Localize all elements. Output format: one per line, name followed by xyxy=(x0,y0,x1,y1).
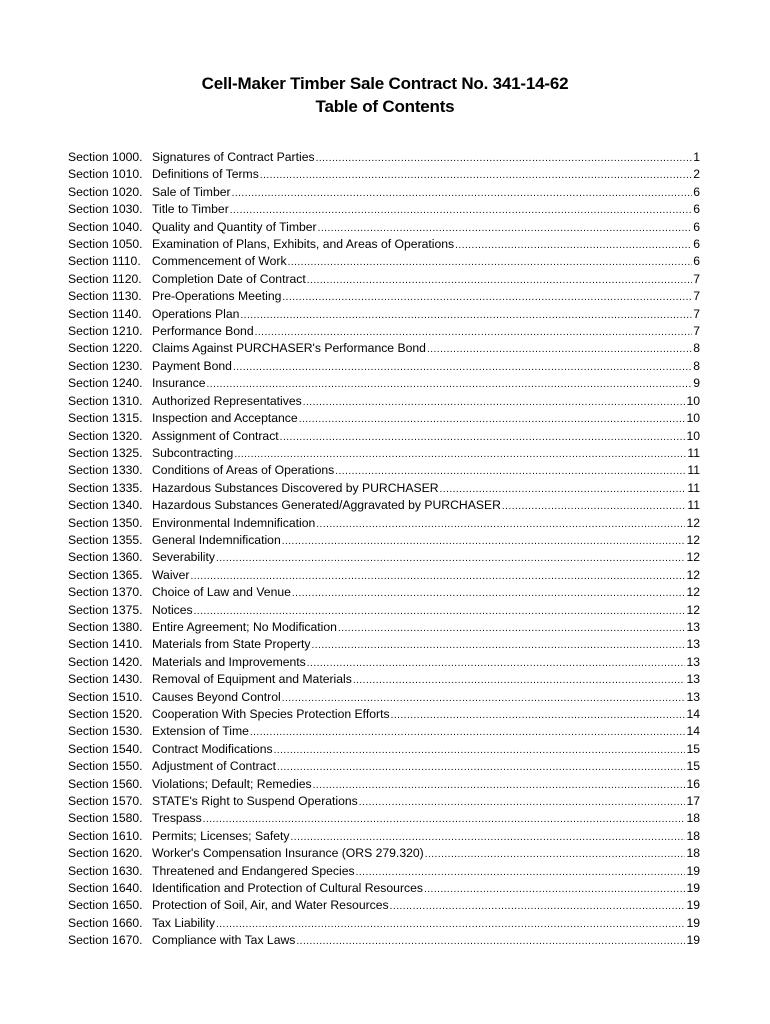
toc-section-title: Environmental Indemnification xyxy=(152,515,315,532)
toc-section-title: Examination of Plans, Exhibits, and Areas of Operations xyxy=(152,236,454,253)
toc-section-title: Definitions of Terms xyxy=(152,166,259,183)
toc-page-number: 10 xyxy=(686,428,700,443)
toc-page-number: 19 xyxy=(686,933,700,948)
toc-dot-leader xyxy=(260,167,692,184)
toc-section-number: Section 1050. xyxy=(68,237,143,252)
toc-entry[interactable] xyxy=(68,393,700,410)
toc-section-title: Subcontracting xyxy=(152,445,233,462)
toc-entry[interactable] xyxy=(68,671,700,688)
toc-page-number: 12 xyxy=(686,585,700,600)
toc-section-number: Section 1510. xyxy=(68,689,143,704)
toc-entry[interactable] xyxy=(68,932,700,949)
toc-section-number: Section 1355. xyxy=(68,532,143,547)
toc-entry[interactable] xyxy=(68,445,700,462)
toc-entry[interactable] xyxy=(68,288,700,305)
toc-dot-leader xyxy=(282,533,686,550)
toc-section-title: Title to Timber xyxy=(152,201,229,218)
toc-dot-leader xyxy=(207,376,693,393)
toc-section-number: Section 1530. xyxy=(68,724,143,739)
toc-entry[interactable] xyxy=(68,410,700,427)
toc-entry[interactable] xyxy=(68,619,700,636)
toc-section-title: Quality and Quantity of Timber xyxy=(152,219,317,236)
toc-page-number: 16 xyxy=(686,776,700,791)
toc-section-number: Section 1540. xyxy=(68,741,143,756)
toc-dot-leader xyxy=(335,463,686,480)
toc-section-number: Section 1325. xyxy=(68,445,143,460)
toc-section-title: Commencement of Work xyxy=(152,253,287,270)
toc-dot-leader xyxy=(282,690,686,707)
toc-dot-leader xyxy=(280,429,686,446)
toc-page-number: 19 xyxy=(686,898,700,913)
toc-entry[interactable] xyxy=(68,567,700,584)
toc-section-number: Section 1110. xyxy=(68,254,141,269)
toc-dot-leader xyxy=(255,324,693,341)
toc-page-number: 7 xyxy=(693,271,700,286)
toc-dot-leader xyxy=(313,777,686,794)
toc-page-number: 11 xyxy=(687,445,700,460)
toc-dot-leader xyxy=(338,620,686,637)
toc-section-number: Section 1310. xyxy=(68,393,143,408)
toc-page-number: 9 xyxy=(693,376,700,391)
toc-dot-leader xyxy=(502,498,686,515)
toc-entry[interactable] xyxy=(68,915,700,932)
toc-entry[interactable] xyxy=(68,166,700,183)
table-of-contents xyxy=(68,149,700,950)
toc-entry[interactable] xyxy=(68,375,700,392)
toc-entry[interactable] xyxy=(68,462,700,479)
toc-entry[interactable] xyxy=(68,358,700,375)
toc-entry[interactable] xyxy=(68,897,700,914)
toc-section-number: Section 1240. xyxy=(68,376,143,391)
toc-dot-leader xyxy=(194,603,686,620)
toc-page-number: 15 xyxy=(686,759,700,774)
toc-section-number: Section 1660. xyxy=(68,915,143,930)
toc-dot-leader xyxy=(230,202,692,219)
toc-entry[interactable] xyxy=(68,340,700,357)
toc-dot-leader xyxy=(427,341,692,358)
toc-section-title: Claims Against PURCHASER's Performance Bond xyxy=(152,340,426,357)
toc-dot-leader xyxy=(234,446,686,463)
toc-section-number: Section 1640. xyxy=(68,881,143,896)
toc-section-number: Section 1370. xyxy=(68,585,143,600)
toc-page-number: 10 xyxy=(686,393,700,408)
toc-section-title: Performance Bond xyxy=(152,323,254,340)
toc-section-title: Signatures of Contract Parties xyxy=(152,149,315,166)
toc-page-number: 12 xyxy=(686,515,700,530)
toc-page-number: 13 xyxy=(686,619,700,634)
toc-page-number: 7 xyxy=(693,306,700,321)
toc-dot-leader xyxy=(296,933,685,950)
toc-dot-leader xyxy=(356,864,686,881)
toc-entry[interactable] xyxy=(68,236,700,253)
toc-section-title: Entire Agreement; No Modification xyxy=(152,619,337,636)
toc-section-number: Section 1335. xyxy=(68,480,143,495)
toc-dot-leader xyxy=(455,237,692,254)
toc-page-number: 18 xyxy=(686,828,700,843)
toc-page-number: 15 xyxy=(686,741,700,756)
toc-dot-leader xyxy=(216,916,685,933)
toc-section-number: Section 1010. xyxy=(68,167,143,182)
toc-dot-leader xyxy=(232,185,693,202)
toc-section-title: Conditions of Areas of Operations xyxy=(152,462,334,479)
toc-section-title: Payment Bond xyxy=(152,358,232,375)
toc-section-number: Section 1630. xyxy=(68,863,143,878)
toc-section-number: Section 1430. xyxy=(68,672,143,687)
toc-section-number: Section 1040. xyxy=(68,219,143,234)
toc-page-number: 19 xyxy=(686,863,700,878)
toc-section-number: Section 1365. xyxy=(68,567,143,582)
toc-section-title: Choice of Law and Venue xyxy=(152,584,291,601)
toc-page-number: 14 xyxy=(686,724,700,739)
toc-dot-leader xyxy=(291,829,686,846)
toc-section-title: Cooperation With Species Protection Efforts xyxy=(152,706,390,723)
toc-section-title: Protection of Soil, Air, and Water Resources xyxy=(152,897,389,914)
toc-dot-leader xyxy=(277,759,685,776)
toc-entry[interactable] xyxy=(68,480,700,497)
toc-page-number: 13 xyxy=(686,654,700,669)
toc-page-number: 6 xyxy=(693,237,700,252)
toc-entry[interactable] xyxy=(68,723,700,740)
toc-entry[interactable] xyxy=(68,793,700,810)
toc-section-number: Section 1620. xyxy=(68,846,143,861)
toc-section-number: Section 1410. xyxy=(68,637,143,652)
toc-page-number: 19 xyxy=(686,881,700,896)
toc-dot-leader xyxy=(203,811,686,828)
toc-entry[interactable] xyxy=(68,253,700,270)
toc-dot-leader xyxy=(425,846,686,863)
toc-entry[interactable] xyxy=(68,515,700,532)
toc-section-number: Section 1670. xyxy=(68,933,143,948)
toc-section-number: Section 1330. xyxy=(68,463,143,478)
toc-section-number: Section 1140. xyxy=(68,306,142,321)
toc-entry[interactable] xyxy=(68,689,700,706)
toc-section-title: Adjustment of Contract xyxy=(152,758,276,775)
toc-entry[interactable] xyxy=(68,149,700,166)
toc-dot-leader xyxy=(424,881,685,898)
toc-section-number: Section 1340. xyxy=(68,498,143,513)
toc-section-title: Tax Liability xyxy=(152,915,215,932)
toc-section-number: Section 1315. xyxy=(68,411,143,426)
toc-section-number: Section 1220. xyxy=(68,341,143,356)
toc-entry[interactable] xyxy=(68,776,700,793)
toc-page-number: 7 xyxy=(693,324,700,339)
toc-page-number: 11 xyxy=(687,463,700,478)
toc-section-title: Pre-Operations Meeting xyxy=(152,288,281,305)
toc-section-number: Section 1570. xyxy=(68,794,143,809)
toc-section-number: Section 1020. xyxy=(68,184,143,199)
toc-entry[interactable] xyxy=(68,201,700,218)
toc-section-number: Section 1360. xyxy=(68,550,143,565)
toc-page-number: 11 xyxy=(687,498,700,513)
toc-dot-leader xyxy=(359,794,686,811)
toc-section-title: Violations; Default; Remedies xyxy=(152,776,312,793)
toc-section-title: Sale of Timber xyxy=(152,184,231,201)
toc-section-title: Contract Modifications xyxy=(152,741,273,758)
toc-page-number: 1 xyxy=(693,150,700,164)
toc-entry[interactable] xyxy=(68,810,700,827)
toc-section-title: STATE's Right to Suspend Operations xyxy=(152,793,358,810)
toc-dot-leader xyxy=(240,307,692,324)
toc-entry[interactable] xyxy=(68,654,700,671)
toc-section-number: Section 1560. xyxy=(68,776,143,791)
toc-page-number: 18 xyxy=(686,811,700,826)
toc-section-number: Section 1550. xyxy=(68,759,143,774)
toc-section-number: Section 1030. xyxy=(68,202,143,217)
toc-section-number: Section 1120. xyxy=(68,271,142,286)
toc-page-number: 19 xyxy=(686,915,700,930)
toc-entry[interactable] xyxy=(68,741,700,758)
toc-heading: Table of Contents xyxy=(315,97,455,116)
toc-entry[interactable] xyxy=(68,758,700,775)
toc-entry[interactable] xyxy=(68,219,700,236)
toc-section-title: General Indemnification xyxy=(152,532,281,549)
toc-section-title: Compliance with Tax Laws xyxy=(152,932,295,949)
toc-dot-leader xyxy=(440,481,687,498)
toc-dot-leader xyxy=(353,672,686,689)
toc-dot-leader xyxy=(299,411,686,428)
toc-entry[interactable] xyxy=(68,602,700,619)
toc-entry[interactable] xyxy=(68,306,700,323)
toc-entry[interactable] xyxy=(68,863,700,880)
toc-page-number: 13 xyxy=(686,637,700,652)
toc-section-title: Authorized Representatives xyxy=(152,393,302,410)
toc-section-title: Operations Plan xyxy=(152,306,239,323)
toc-entry[interactable] xyxy=(68,845,700,862)
toc-page-number: 13 xyxy=(686,672,700,687)
toc-section-title: Severability xyxy=(152,549,215,566)
toc-section-number: Section 1000. xyxy=(68,150,143,164)
toc-entry[interactable] xyxy=(68,636,700,653)
toc-page-number: 17 xyxy=(686,794,700,809)
toc-page-number: 8 xyxy=(693,358,700,373)
toc-page-number: 11 xyxy=(687,480,700,495)
toc-section-title: Insurance xyxy=(152,375,206,392)
title-block xyxy=(0,72,770,118)
toc-page-number: 2 xyxy=(693,167,700,182)
toc-section-title: Materials and Improvements xyxy=(152,654,306,671)
toc-page-number: 6 xyxy=(693,184,700,199)
toc-section-number: Section 1375. xyxy=(68,602,143,617)
toc-section-title: Identification and Protection of Cultural Resources xyxy=(152,880,423,897)
toc-dot-leader xyxy=(318,220,693,237)
toc-section-number: Section 1650. xyxy=(68,898,143,913)
toc-page-number: 12 xyxy=(686,567,700,582)
toc-entry[interactable] xyxy=(68,584,700,601)
toc-page-number: 10 xyxy=(686,411,700,426)
toc-section-title: Materials from State Property xyxy=(152,636,311,653)
toc-dot-leader xyxy=(274,742,686,759)
toc-entry[interactable] xyxy=(68,549,700,566)
toc-section-number: Section 1320. xyxy=(68,428,143,443)
toc-entry[interactable] xyxy=(68,880,700,897)
toc-section-title: Hazardous Substances Discovered by PURCHASER xyxy=(152,480,439,497)
toc-page-number: 7 xyxy=(693,289,700,304)
toc-section-number: Section 1580. xyxy=(68,811,143,826)
toc-dot-leader xyxy=(312,637,686,654)
toc-section-title: Removal of Equipment and Materials xyxy=(152,671,352,688)
toc-dot-leader xyxy=(303,394,686,411)
toc-entry[interactable] xyxy=(68,323,700,340)
toc-page-number: 6 xyxy=(693,219,700,234)
toc-section-title: Completion Date of Contract xyxy=(152,271,306,288)
toc-page-number: 12 xyxy=(686,532,700,547)
toc-entry[interactable] xyxy=(68,428,700,445)
toc-page-number: 18 xyxy=(686,846,700,861)
toc-page-number: 12 xyxy=(686,550,700,565)
toc-dot-leader xyxy=(316,150,693,167)
toc-section-number: Section 1350. xyxy=(68,515,143,530)
toc-entry[interactable] xyxy=(68,271,700,288)
toc-section-title: Inspection and Acceptance xyxy=(152,410,298,427)
toc-section-title: Hazardous Substances Generated/Aggravated by PURCHASER xyxy=(152,497,501,514)
toc-section-title: Trespass xyxy=(152,810,202,827)
toc-section-number: Section 1420. xyxy=(68,654,143,669)
toc-dot-leader xyxy=(216,550,685,567)
toc-dot-leader xyxy=(307,272,692,289)
toc-section-title: Notices xyxy=(152,602,193,619)
toc-entry[interactable] xyxy=(68,532,700,549)
toc-entry[interactable] xyxy=(68,184,700,201)
toc-section-number: Section 1210. xyxy=(68,324,143,339)
toc-entry[interactable] xyxy=(68,497,700,514)
toc-section-number: Section 1610. xyxy=(68,828,143,843)
toc-dot-leader xyxy=(250,724,686,741)
toc-dot-leader xyxy=(390,898,686,915)
toc-section-number: Section 1130. xyxy=(68,289,142,304)
document-title: Cell-Maker Timber Sale Contract No. 341-14-62 xyxy=(201,74,569,93)
toc-dot-leader xyxy=(316,516,685,533)
toc-section-number: Section 1230. xyxy=(68,358,143,373)
toc-page-number: 6 xyxy=(693,202,700,217)
toc-page-number: 6 xyxy=(693,254,700,269)
toc-dot-leader xyxy=(190,568,685,585)
toc-dot-leader xyxy=(391,707,686,724)
toc-page-number: 13 xyxy=(686,689,700,704)
toc-section-title: Waiver xyxy=(152,567,189,584)
toc-page-number: 12 xyxy=(686,602,700,617)
toc-dot-leader xyxy=(233,359,692,376)
toc-dot-leader xyxy=(307,655,686,672)
toc-page-number: 14 xyxy=(686,707,700,721)
toc-section-number: Section 1380. xyxy=(68,619,143,634)
toc-dot-leader xyxy=(292,585,686,602)
toc-dot-leader xyxy=(282,289,692,306)
toc-page-number: 8 xyxy=(693,341,700,356)
toc-section-title: Threatened and Endangered Species xyxy=(152,863,355,880)
toc-section-title: Permits; Licenses; Safety xyxy=(152,828,290,845)
toc-entry[interactable] xyxy=(68,706,700,723)
toc-entry[interactable] xyxy=(68,828,700,845)
toc-section-title: Causes Beyond Control xyxy=(152,689,281,706)
toc-dot-leader xyxy=(288,254,693,271)
toc-section-title: Extension of Time xyxy=(152,723,249,740)
toc-section-title: Worker's Compensation Insurance (ORS 279.320) xyxy=(152,845,424,862)
toc-section-number: Section 1520. xyxy=(68,707,143,721)
toc-section-title: Assignment of Contract xyxy=(152,428,279,445)
